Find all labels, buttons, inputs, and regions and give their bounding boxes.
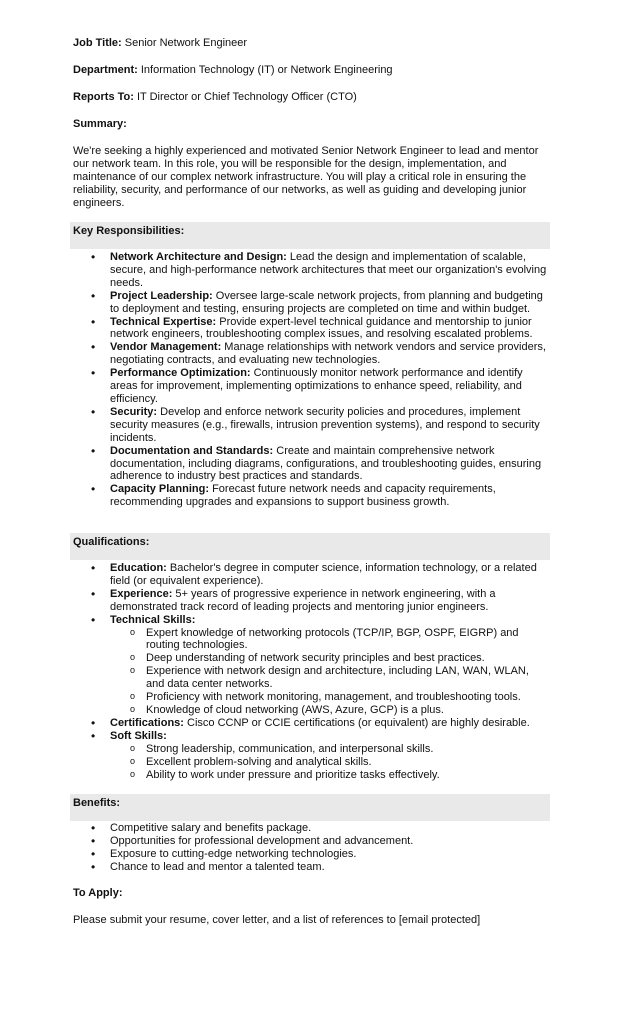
item-title: Performance Optimization: [110, 367, 251, 380]
item-title: Certifications: [110, 716, 184, 729]
sub-list-item: o Excellent problem-solving and analytical skills. [110, 756, 536, 769]
list-item: • Competitive salary and benefits package. [0, 822, 550, 835]
list-item [0, 588, 550, 614]
item-text: Oversee large-scale network projects, from planning and budgeting to deployment and testing, ensuring projects are completed on time and within budget. [110, 289, 543, 315]
job-title-label: Job Title: [73, 37, 122, 49]
item-title: Network Architecture and Design: [110, 251, 287, 263]
apply-text: Please submit your resume, cover letter, and a list of references to [email protected] [73, 914, 481, 926]
apply-heading: To Apply: [73, 887, 123, 899]
list-item: • Exposure to cutting-edge networking technologies. [0, 848, 550, 861]
item-text: Lead the design and implementation of scalable, secure, and high-performance network architectures that meet our organization's evolving needs. [110, 251, 547, 289]
department-label: Department: [73, 64, 138, 76]
list-item [0, 290, 550, 316]
technical-skills-list [110, 627, 550, 717]
item-text: Manage relationships with network vendors and service providers, negotiating contracts, and evaluating new technologies. [110, 341, 546, 367]
item-text: Create and maintain comprehensive network documentation, including diagrams, configurations, and troubleshooting guides, ensuring adherence to industry best practices and standards. [110, 444, 542, 483]
summary-text: We're seeking a highly experienced and motivated Senior Network Engineer to lead and mentor our network team. In this role, you will be responsible for the design, implementation, and maintenance of our complex network infrastructure. You will play a critical role in ensuring the reliability, security, and performance of our networks, as well as guiding and developing junior engineers. [73, 145, 539, 209]
list-item [0, 341, 550, 367]
responsibilities-heading: Key Responsibilities: [70, 222, 550, 249]
benefits-list [0, 822, 622, 874]
responsibilities-list [0, 251, 622, 509]
item-text: Cisco CCNP or CCIE certifications (or equivalent) are highly desirable. [183, 716, 530, 729]
item-title: Capacity Planning: [110, 483, 210, 496]
list-item: • Opportunities for professional development and advancement. [0, 835, 550, 848]
list-item [0, 367, 550, 406]
list-item [0, 614, 550, 717]
item-text: 5+ years of progressive experience in network engineering, with a demonstrated track record of leading projects and mentoring junior engineers. [110, 587, 496, 613]
sub-list-item: o Ability to work under pressure and prioritize tasks effectively. [110, 769, 536, 782]
job-title-value: Senior Network Engineer [121, 37, 248, 49]
item-text: Develop and enforce network security policies and procedures, implement security measures (e.g., firewalls, intrusion prevention systems), and respond to security incidents. [110, 405, 540, 444]
list-item [0, 251, 550, 290]
qualifications-heading: Qualifications: [70, 533, 550, 560]
department-line [73, 64, 393, 77]
item-title: Education: [110, 562, 167, 574]
item-text: Bachelor's degree in computer science, information technology, or a related field (or equivalent experience). [110, 562, 537, 587]
list-item [0, 730, 550, 782]
item-title: Vendor Management: [110, 341, 222, 354]
sub-list-item: o Expert knowledge of networking protocols (TCP/IP, BGP, OSPF, EIGRP) and routing technologies. [110, 627, 536, 653]
department-value: Information Technology (IT) or Network Engineering [137, 64, 393, 76]
list-item [0, 445, 550, 484]
item-title: Experience: [110, 587, 173, 600]
item-text: Continuously monitor network performance and identify areas for improvement, implementing optimizations to enhance speed, reliability, and efficiency. [110, 367, 523, 405]
sub-list-item: o Deep understanding of network security principles and best practices. [110, 652, 536, 665]
list-item [0, 316, 550, 342]
summary-heading: Summary: [73, 118, 127, 130]
item-title: Project Leadership: [110, 289, 213, 302]
item-title: Soft Skills: [110, 729, 167, 742]
qualifications-list [0, 562, 622, 781]
item-title: Technical Expertise: [110, 315, 217, 328]
reports-to-line [73, 91, 357, 104]
sub-list-item: o Proficiency with network monitoring, management, and troubleshooting tools. [110, 691, 536, 704]
item-title: Documentation and Standards: [110, 444, 274, 457]
item-text: Provide expert-level technical guidance and mentorship to junior network engineers, troubleshooting complex issues, and resolving escalated problems. [110, 315, 533, 341]
reports-to-label: Reports To: [73, 91, 134, 103]
list-item [0, 483, 550, 509]
soft-skills-list [110, 743, 550, 782]
sub-list-item: o Experience with network design and architecture, including LAN, WAN, WLAN, and data center networks. [110, 665, 536, 691]
list-item [0, 562, 550, 588]
item-text: Forecast future network needs and capacity requirements, recommending upgrades and expansions to support business growth. [110, 483, 496, 509]
sub-list-item: o Knowledge of cloud networking (AWS, Azure, GCP) is a plus. [110, 704, 536, 717]
reports-to-value: IT Director or Chief Technology Officer (CTO) [133, 91, 357, 103]
list-item: • Chance to lead and mentor a talented team. [0, 861, 550, 874]
item-title: Technical Skills: [110, 613, 196, 626]
benefits-heading: Benefits: [70, 794, 550, 821]
job-title-line [73, 37, 247, 50]
sub-list-item: o Strong leadership, communication, and interpersonal skills. [110, 743, 536, 756]
list-item [0, 717, 550, 730]
list-item [0, 406, 550, 445]
item-title: Security: [110, 405, 158, 418]
